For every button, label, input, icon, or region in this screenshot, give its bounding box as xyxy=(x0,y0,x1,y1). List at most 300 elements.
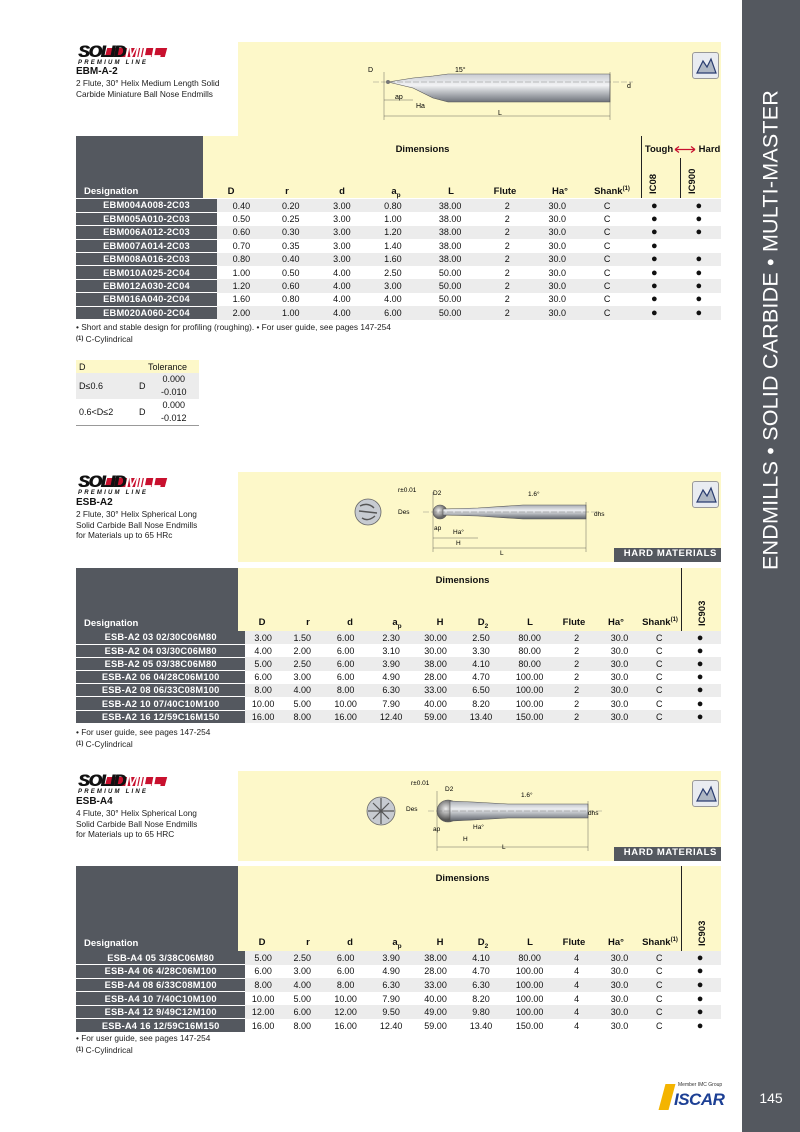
value-cell: 2 xyxy=(504,214,510,225)
table-row xyxy=(76,279,721,292)
value-cell: 38.00 xyxy=(415,657,457,670)
value-cell: 3.00 xyxy=(245,631,281,644)
value-cell: 59.00 xyxy=(415,710,457,723)
value-cell: 3.00 xyxy=(316,199,368,212)
column-header: H xyxy=(436,937,444,948)
value-cell: 80.00 xyxy=(518,645,541,656)
product-description: 4 Flute, 30° Helix Spherical Long Solid Carbide Ball Nose Endmills for Materials up to 65 HRC xyxy=(76,808,198,839)
svg-text:Ha°: Ha° xyxy=(473,824,484,831)
value-cell: ● xyxy=(632,226,676,239)
designation-cell: EBM007A014-2C03 xyxy=(76,239,217,252)
value-cell: 0.20 xyxy=(266,199,316,212)
table-row xyxy=(76,266,721,279)
value-cell: 4.00 xyxy=(281,978,324,992)
value-cell: ● xyxy=(677,306,721,319)
value-cell: 49.00 xyxy=(415,1005,457,1019)
value-cell: 8.20 xyxy=(472,698,490,709)
svg-text:ap: ap xyxy=(395,94,403,101)
value-cell: 30.0 xyxy=(610,645,629,656)
value-cell: 6.00 xyxy=(254,672,272,683)
table-row xyxy=(76,671,721,684)
value-cell: ● xyxy=(679,657,721,670)
value-cell: 0.25 xyxy=(282,214,300,225)
value-cell: 2 xyxy=(504,240,510,251)
svg-text:L: L xyxy=(500,550,504,557)
value-cell: 4.10 xyxy=(456,951,505,965)
designation-cell: ESB-A4 08 6/33C08M100 xyxy=(76,978,245,992)
value-cell: 2 xyxy=(482,199,532,212)
value-cell: 10.00 xyxy=(251,993,275,1004)
column-header: r xyxy=(285,186,289,197)
value-cell: 6.00 xyxy=(336,645,355,656)
column-header: D xyxy=(258,617,266,628)
value-cell: 6.00 xyxy=(281,1005,324,1019)
table-row xyxy=(76,657,721,670)
value-cell: 6.00 xyxy=(324,657,368,670)
value-cell: 2 xyxy=(504,267,510,278)
column-header: L xyxy=(527,937,533,948)
value-cell: 4.90 xyxy=(382,672,400,683)
designation-cell: ESB-A4 06 4/28C06M100 xyxy=(76,965,245,979)
value-cell: 100.00 xyxy=(506,1005,554,1019)
value-cell: ● xyxy=(651,293,658,306)
hard-label: Hard xyxy=(698,144,721,155)
value-cell: 100.00 xyxy=(515,672,544,683)
value-cell: ● xyxy=(679,978,721,992)
value-cell: ● xyxy=(696,671,704,684)
grade-label: IC903 xyxy=(697,920,708,946)
solidmill-logo: SOLIDMILL PREMIUM LINE xyxy=(78,771,168,799)
value-cell: 0.35 xyxy=(282,240,300,251)
value-cell: 3.30 xyxy=(472,645,490,656)
svg-text:dhs: dhs xyxy=(588,810,599,817)
solidmill-logo: SOLIDMILL PREMIUM LINE xyxy=(78,472,168,500)
designation-cell: ESB-A2 04 03/30C06M80 xyxy=(76,644,245,657)
value-cell: 8.00 xyxy=(245,684,281,697)
value-cell: 3.00 xyxy=(293,672,312,683)
value-cell: 3.00 xyxy=(333,214,351,225)
column-header: Shank$^{(1)}$ xyxy=(642,617,678,629)
value-cell: 10.00 xyxy=(334,993,357,1004)
svg-text:Des: Des xyxy=(398,509,410,516)
table-row xyxy=(76,1005,721,1019)
value-cell: 1.20 xyxy=(217,279,266,292)
value-cell: 80.00 xyxy=(506,951,554,965)
product-table-esb-a2 xyxy=(76,631,721,724)
value-cell: 0.40 xyxy=(266,253,316,266)
table-row xyxy=(76,978,721,992)
value-cell: 100.00 xyxy=(515,698,544,709)
column-header: Ha° xyxy=(552,186,568,197)
value-cell: 9.80 xyxy=(456,1005,505,1019)
value-cell: 1.60 xyxy=(232,294,251,305)
hard-materials-badge: HARD MATERIALS xyxy=(614,548,721,562)
value-cell: 10.00 xyxy=(251,698,275,709)
value-cell: 12.00 xyxy=(324,1005,368,1019)
value-cell: 38.00 xyxy=(438,240,462,251)
value-cell: 16.00 xyxy=(334,1020,357,1031)
value-cell: 2.30 xyxy=(368,631,415,644)
value-cell: 2 xyxy=(482,226,532,239)
value-cell: 38.00 xyxy=(418,253,482,266)
designation-cell: EBM016A040-2C04 xyxy=(76,293,217,306)
column-header: $a_p$ xyxy=(392,937,402,950)
value-cell: 4.00 xyxy=(254,645,272,656)
value-cell: 4.00 xyxy=(384,294,402,305)
value-cell: 6.00 xyxy=(324,951,368,965)
value-cell: 3.00 xyxy=(316,226,368,239)
value-cell: 30.0 xyxy=(610,1020,629,1031)
value-cell: 4.00 xyxy=(333,294,351,305)
svg-text:15°: 15° xyxy=(455,67,466,74)
value-cell: 30.0 xyxy=(532,306,582,319)
designation-label: Designation xyxy=(84,186,139,197)
column-header: d xyxy=(347,617,353,628)
designation-cell: ESB-A2 10 07/40C10M100 xyxy=(76,697,245,710)
product-code: ESB-A2 xyxy=(76,497,113,508)
value-cell: 2 xyxy=(504,294,510,305)
value-cell: 30.0 xyxy=(548,294,566,305)
value-cell: 30.0 xyxy=(610,672,629,683)
value-cell: 40.00 xyxy=(424,698,447,709)
table-row xyxy=(76,239,721,252)
column-header: $a_p$ xyxy=(391,186,401,199)
svg-text:D2: D2 xyxy=(433,490,442,497)
designation-cell: ESB-A2 16 12/59C16M150 xyxy=(76,710,245,723)
spherical-endmill-drawing xyxy=(238,771,721,851)
value-cell: 13.40 xyxy=(469,1020,493,1031)
value-cell: ● xyxy=(696,992,704,1005)
value-cell: 3.90 xyxy=(368,951,415,965)
grade-label: IC08 xyxy=(648,173,659,194)
value-cell: ● xyxy=(677,253,721,266)
value-cell: 10.00 xyxy=(334,698,357,709)
value-cell: 30.0 xyxy=(532,226,582,239)
svg-text:H: H xyxy=(456,540,461,547)
designation-cell: EBM004A008-2C03 xyxy=(76,199,217,212)
table-row xyxy=(76,644,721,657)
value-cell: 4 xyxy=(554,951,600,965)
value-cell: 40.00 xyxy=(424,993,447,1004)
svg-text:1.6°: 1.6° xyxy=(528,491,540,498)
svg-text:r±0.01: r±0.01 xyxy=(398,487,417,494)
svg-text:Ha°: Ha° xyxy=(453,529,464,536)
value-cell: 4.00 xyxy=(316,306,368,319)
table-row xyxy=(76,951,721,965)
value-cell: 150.00 xyxy=(515,1020,544,1031)
value-cell: 28.00 xyxy=(424,966,447,977)
value-cell: 2 xyxy=(554,657,600,670)
table-row xyxy=(76,992,721,1006)
value-cell: 5.00 xyxy=(245,657,281,670)
value-cell: 3.00 xyxy=(333,240,351,251)
table-row xyxy=(76,965,721,979)
value-cell: 3.00 xyxy=(316,253,368,266)
value-cell: ● xyxy=(679,1005,721,1019)
value-cell: 30.0 xyxy=(532,279,582,292)
dimensions-label: Dimensions xyxy=(435,873,490,884)
value-cell: C xyxy=(639,978,679,992)
value-cell: 4.70 xyxy=(472,966,490,977)
value-cell: 1.00 xyxy=(384,214,402,225)
value-cell: ● xyxy=(679,684,721,697)
grade-label: IC900 xyxy=(687,168,698,194)
iscar-logo: Member IMC Group ISCAR xyxy=(662,1082,732,1112)
hard-materials-badge: HARD MATERIALS xyxy=(614,847,721,861)
table-row xyxy=(76,199,721,212)
value-cell: 30.0 xyxy=(600,1005,640,1019)
value-cell: C xyxy=(582,253,632,266)
designation-cell: ESB-A4 16 12/59C16M150 xyxy=(76,1019,245,1033)
value-cell: 4 xyxy=(574,966,580,977)
column-header: Shank$^{(1)}$ xyxy=(594,186,630,198)
column-header: $D_2$ xyxy=(477,617,489,630)
sidebar-title: ENDMILLS • SOLID CARBIDE • MULTI-MASTER xyxy=(758,89,783,571)
product-table-ebm xyxy=(76,199,721,320)
svg-text:Ha: Ha xyxy=(416,103,425,110)
value-cell: 59.00 xyxy=(424,1020,447,1031)
table-row xyxy=(76,684,721,697)
note-shank: $^{(1)}$ C-Cylindrical xyxy=(76,1045,133,1055)
designation-cell: ESB-A2 06 04/28C06M100 xyxy=(76,671,245,684)
product-code: EBM-A-2 xyxy=(76,66,118,77)
tough-label: Tough xyxy=(644,144,674,155)
value-cell: C xyxy=(582,279,632,292)
designation-cell: ESB-A2 03 02/30C06M80 xyxy=(76,631,245,644)
value-cell: 8.00 xyxy=(324,978,368,992)
value-cell: C xyxy=(582,199,632,212)
column-header: L xyxy=(448,186,454,197)
value-cell: 80.00 xyxy=(506,657,554,670)
dimensions-label: Dimensions xyxy=(435,575,490,586)
value-cell: 33.00 xyxy=(415,684,457,697)
value-cell: 2.50 xyxy=(456,631,505,644)
solidmill-logo: SOLIDMILL PREMIUM LINE xyxy=(78,42,168,70)
value-cell: ● xyxy=(632,253,676,266)
value-cell: 0.80 xyxy=(217,253,266,266)
value-cell: ● xyxy=(696,644,704,657)
ball-nose-endmill-drawing xyxy=(238,42,721,136)
svg-text:r±0.01: r±0.01 xyxy=(411,780,430,787)
value-cell: 5.00 xyxy=(293,993,312,1004)
value-cell: 3.10 xyxy=(382,645,400,656)
value-cell: 4.00 xyxy=(281,684,324,697)
value-cell: 38.00 xyxy=(438,214,462,225)
note: • For user guide, see pages 147-254 xyxy=(76,727,211,737)
value-cell: 1.00 xyxy=(232,267,251,278)
svg-text:ap: ap xyxy=(433,826,441,833)
value-cell: 0.40 xyxy=(217,199,266,212)
value-cell: 8.00 xyxy=(293,1020,312,1031)
designation-cell: EBM005A010-2C03 xyxy=(76,212,217,225)
column-header: D xyxy=(258,937,266,948)
value-cell: 2 xyxy=(554,631,600,644)
note-shank: $^{(1)}$ C-Cylindrical xyxy=(76,739,133,749)
value-cell: 2 xyxy=(574,698,580,709)
designation-cell: EBM006A012-2C03 xyxy=(76,226,217,239)
value-cell xyxy=(677,239,721,252)
value-cell: C xyxy=(603,294,611,305)
column-header: r xyxy=(306,617,310,628)
column-header: Ha° xyxy=(608,937,624,948)
value-cell: 30.0 xyxy=(548,214,566,225)
value-cell: 0.60 xyxy=(217,226,266,239)
value-cell: 7.90 xyxy=(382,698,400,709)
machining-application-icon xyxy=(692,52,719,79)
value-cell: 30.0 xyxy=(600,657,640,670)
value-cell: ● xyxy=(695,266,703,279)
value-cell: 2 xyxy=(574,672,580,683)
value-cell: 30.0 xyxy=(548,240,566,251)
value-cell: 7.90 xyxy=(382,993,400,1004)
column-header: Flute xyxy=(562,617,586,628)
value-cell: 4.70 xyxy=(472,672,490,683)
value-cell: ● xyxy=(695,213,703,226)
value-cell: ● xyxy=(632,199,676,212)
value-cell: 5.00 xyxy=(245,951,281,965)
value-cell: 2 xyxy=(554,684,600,697)
value-cell: ● xyxy=(696,965,704,978)
value-cell: ● xyxy=(679,710,721,723)
designation-label: Designation xyxy=(84,618,139,629)
value-cell: 6.00 xyxy=(336,672,355,683)
value-cell: C xyxy=(639,1005,679,1019)
value-cell: 2 xyxy=(482,253,532,266)
value-cell: C xyxy=(655,645,663,656)
column-header: d xyxy=(347,937,353,948)
value-cell: 30.0 xyxy=(600,684,640,697)
dimensions-label: Dimensions xyxy=(395,144,450,155)
value-cell: 38.00 xyxy=(418,199,482,212)
value-cell: 9.50 xyxy=(368,1005,415,1019)
value-cell: 100.00 xyxy=(515,993,544,1004)
product-description: 2 Flute, 30° Helix Spherical Long Solid Carbide Ball Nose Endmills for Materials up to 65 HRc xyxy=(76,509,198,540)
value-cell: ● xyxy=(679,951,721,965)
svg-text:d: d xyxy=(627,83,631,90)
value-cell: 5.00 xyxy=(293,698,312,709)
value-cell: 50.00 xyxy=(418,279,482,292)
value-cell: C xyxy=(655,966,663,977)
value-cell: C xyxy=(639,657,679,670)
table-row xyxy=(76,1019,721,1033)
value-cell: ● xyxy=(696,1019,704,1032)
tough-hard-arrow-icon xyxy=(674,145,696,154)
value-cell: 30.0 xyxy=(600,710,640,723)
value-cell: ● xyxy=(695,293,703,306)
product-description: 2 Flute, 30° Helix Medium Length Solid Carbide Miniature Ball Nose Endmills xyxy=(76,78,220,99)
note: • Short and stable design for profiling (roughing). • For user guide, see pages 147-254 xyxy=(76,322,391,332)
tolerance-table: D Tolerance D≤0.6 D 0.000 -0.010 0.6<D≤2 D 0.000 -0.012 xyxy=(76,360,199,426)
value-cell: 150.00 xyxy=(506,710,554,723)
value-cell: 100.00 xyxy=(515,966,544,977)
value-cell: C xyxy=(655,698,663,709)
value-cell: C xyxy=(639,631,679,644)
table-row xyxy=(76,710,721,723)
value-cell: 4.90 xyxy=(382,966,400,977)
table-row xyxy=(76,631,721,644)
table-row xyxy=(76,253,721,266)
value-cell: C xyxy=(655,1020,663,1031)
product-code: ESB-A4 xyxy=(76,796,113,807)
value-cell: 16.00 xyxy=(324,710,368,723)
designation-cell: ESB-A4 05 3/38C06M80 xyxy=(76,951,245,965)
svg-text:D: D xyxy=(368,67,374,74)
value-cell: 8.00 xyxy=(324,684,368,697)
svg-text:ap: ap xyxy=(434,525,442,532)
designation-cell: ESB-A4 10 7/40C10M100 xyxy=(76,992,245,1006)
value-cell: 0.50 xyxy=(232,214,251,225)
value-cell: 1.50 xyxy=(281,631,324,644)
value-cell: 30.00 xyxy=(415,631,457,644)
value-cell: C xyxy=(639,684,679,697)
value-cell: 6.30 xyxy=(368,978,415,992)
svg-text:L: L xyxy=(502,844,506,851)
value-cell: 30.0 xyxy=(532,199,582,212)
value-cell: 30.0 xyxy=(532,253,582,266)
value-cell: 8.20 xyxy=(472,993,490,1004)
value-cell: C xyxy=(639,710,679,723)
product-table-esb-a4 xyxy=(76,951,721,1033)
value-cell: 0.80 xyxy=(282,294,300,305)
value-cell: C xyxy=(639,951,679,965)
grade-label: IC903 xyxy=(697,600,708,626)
value-cell: 2.50 xyxy=(281,951,324,965)
value-cell: 30.0 xyxy=(548,267,566,278)
value-cell: 12.40 xyxy=(379,1020,403,1031)
designation-cell: ESB-A2 08 06/33C08M100 xyxy=(76,684,245,697)
value-cell: 6.30 xyxy=(368,684,415,697)
value-cell: 30.0 xyxy=(610,966,629,977)
value-cell: 4.00 xyxy=(333,267,351,278)
value-cell: 12.40 xyxy=(368,710,415,723)
value-cell: 4.10 xyxy=(456,657,505,670)
table-row xyxy=(76,212,721,225)
svg-text:D2: D2 xyxy=(445,786,454,793)
value-cell: 4 xyxy=(554,1005,600,1019)
value-cell: 1.20 xyxy=(368,226,418,239)
value-cell: 2.00 xyxy=(293,645,312,656)
value-cell: 6.30 xyxy=(456,978,505,992)
value-cell: 6.00 xyxy=(324,631,368,644)
value-cell: 0.80 xyxy=(368,199,418,212)
svg-text:dhs: dhs xyxy=(594,511,605,518)
value-cell: ● xyxy=(677,279,721,292)
value-cell: ● xyxy=(632,306,676,319)
value-cell: 30.0 xyxy=(600,631,640,644)
svg-text:L: L xyxy=(498,110,502,117)
column-header: r xyxy=(306,937,310,948)
value-cell: 3.00 xyxy=(293,966,312,977)
svg-text:Des: Des xyxy=(406,806,418,813)
table-row xyxy=(76,306,721,319)
value-cell: 30.0 xyxy=(600,951,640,965)
page-number: 145 xyxy=(759,1090,783,1106)
value-cell: 50.00 xyxy=(438,294,462,305)
value-cell: 30.0 xyxy=(610,993,629,1004)
value-cell: 2.50 xyxy=(384,267,402,278)
value-cell: 3.90 xyxy=(368,657,415,670)
value-cell: 4 xyxy=(574,1020,580,1031)
value-cell: 0.30 xyxy=(266,226,316,239)
value-cell: ● xyxy=(677,199,721,212)
table-row xyxy=(76,697,721,710)
column-header: Ha° xyxy=(608,617,624,628)
svg-text:H: H xyxy=(463,836,468,843)
value-cell: 6.00 xyxy=(368,306,418,319)
machining-application-icon xyxy=(692,780,719,807)
value-cell: 2 xyxy=(554,710,600,723)
value-cell: 3.00 xyxy=(368,279,418,292)
